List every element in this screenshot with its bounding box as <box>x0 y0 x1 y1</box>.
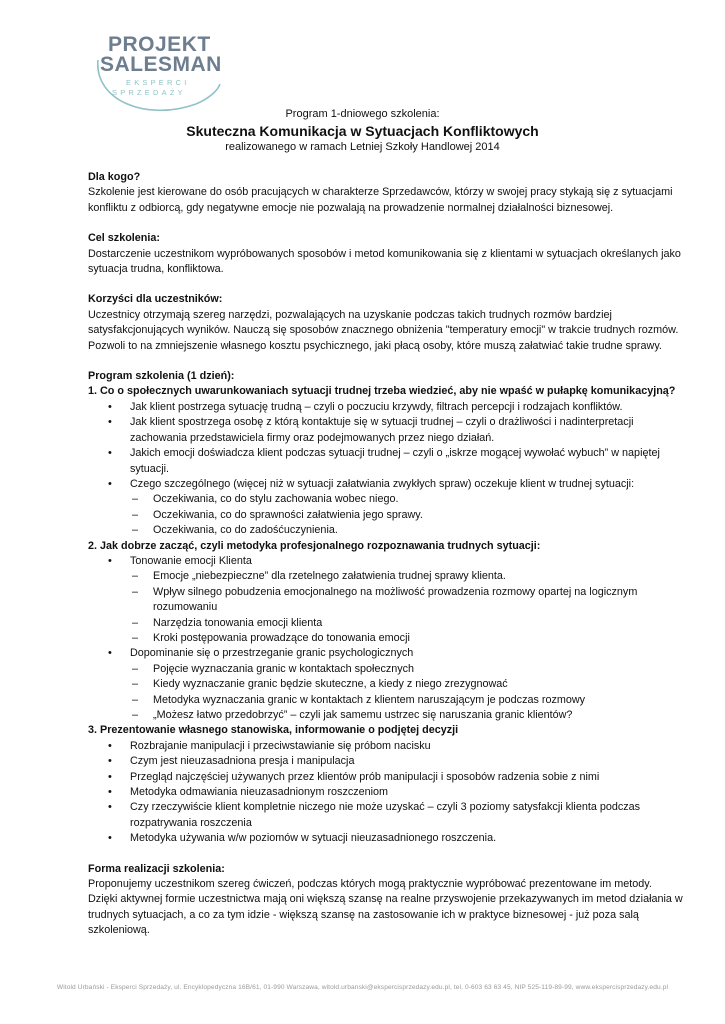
section-dla-kogo <box>88 170 683 216</box>
page-footer: Witold Urbański - Eksperci Sprzedaży, ul. Encyklopedyczna 16B/61, 01-990 Warszawa, witold.urbanski@ekspercisprzedazy.edu.pl, tel. 0-603 63 63 45, NIP 525-119-89-99, www.ekspercisprzedazy.edu.pl <box>56 984 669 991</box>
section-heading: Korzyści dla uczestników: <box>88 293 223 306</box>
sub-list-item: – Kroki postępowania prowadzące do tonowania emocji <box>88 631 683 646</box>
sub-list-item: – Oczekiwania, co do sprawności załatwienia jego sprawy. <box>88 508 683 523</box>
section-korzysci <box>88 292 683 354</box>
list-item: • Przegląd najczęściej używanych przez klientów prób manipulacji i sposobów radzenia sobie z nimi <box>88 770 683 785</box>
sub-list-item: – Narzędzia tonowania emocji klienta <box>88 616 683 631</box>
section-cel <box>88 231 683 277</box>
section-heading: Program szkolenia (1 dzień): <box>88 370 235 383</box>
list-item: • Metodyka używania w/w poziomów w sytuacji nieuzasadnionego roszczenia. <box>88 831 683 846</box>
section-program <box>88 369 683 847</box>
section-text: Dostarczenie uczestnikom wypróbowanych sposobów i metod komunikowania się z klientami w sytuacjach określanych jako sytuacja trudna, konfliktowa. <box>88 247 681 276</box>
program-part-1-title: 1. Co o społecznych uwarunkowaniach sytuacji trudnej trzeba wiedzieć, aby nie wpaść w pułapkę komunikacyjną? <box>88 385 676 398</box>
list-item: • Tonowanie emocji Klienta <box>88 554 683 569</box>
logo-line-3: EKSPERCI <box>126 78 190 87</box>
sub-list-item: – „Możesz łatwo przedobrzyć” – czyli jak samemu ustrzec się naruszania granic klientów? <box>88 708 683 723</box>
section-heading: Forma realizacji szkolenia: <box>88 862 225 875</box>
section-text: Uczestnicy otrzymają szereg narzędzi, pozwalających na uzyskanie podczas takich trudnych rozmów bardziej satysfakcjonujących wyników. Nauczą się sposobów znacznego obniżenia "temperatury emocji" w trakcie trudnych rozmów. Pozwoli to na zmniejszenie własnego kosztu psychicznego, jaki płacą osoby, które muszą załatwiać takie trudne sprawy. <box>88 308 679 352</box>
list-item: • Dopominanie się o przestrzeganie granic psychologicznych <box>88 646 683 661</box>
section-heading: Cel szkolenia: <box>88 232 161 245</box>
logo-line-4: SPRZEDAŻY <box>112 88 186 97</box>
sub-list-item: – Oczekiwania, co do zadośćuczynienia. <box>88 523 683 538</box>
document-body <box>88 170 683 939</box>
logo-line-1: PROJEKT <box>108 33 211 56</box>
sub-list-item: – Kiedy wyznaczanie granic będzie skuteczne, a kiedy z niego zrezygnować <box>88 677 683 692</box>
program-part-2-title: 2. Jak dobrze zacząć, czyli metodyka profesjonalnego rozpoznawania trudnych sytuacji: <box>88 539 541 552</box>
sub-list-item: – Emocje „niebezpieczne” dla rzetelnego załatwienia trudnej sprawy klienta. <box>88 569 683 584</box>
program-part-3-list <box>88 739 683 847</box>
program-subtitle: Program 1-dniowego szkolenia: <box>285 108 440 120</box>
section-heading: Dla kogo? <box>88 171 141 183</box>
list-item: • Jak klient postrzega sytuację trudną – czyli o poczuciu krzywdy, filtrach percepcji i rodzajach konfliktów. <box>88 400 683 415</box>
logo-line-2: SALESMAN <box>100 53 222 76</box>
list-item: • Jak klient spostrzega osobę z którą kontaktuje się w sytuacji trudnej – czyli o drażliwości i nadinterpretacji zachowania przedstawiciela firmy oraz podejmowanych przez niego działań. <box>88 415 683 446</box>
list-item: • Jakich emocji doświadcza klient podczas sytuacji trudnej – czyli o „iskrze mogącej wywołać wybuch” w napiętej sytuacji. <box>88 446 683 477</box>
section-text: Proponujemy uczestnikom szereg ćwiczeń, podczas których mogą praktycznie wypróbować prezentowane im metody. Dzięki aktywnej formie uczestnictwa mają oni większą szansę na realne przyswojenie przekazywanych im metod działania w trudnych sytuacjach, a co za tym idzie - większą szansę na zastosowanie ich w praktyce biznesowej - już poza salą szkoleniową. <box>88 878 683 937</box>
list-item: • Czy rzeczywiście klient kompletnie niczego nie może uzyskać – czyli 3 poziomy satysfakcji klienta podczas rozpatrywania roszczenia <box>88 800 683 831</box>
sub-list-item: – Oczekiwania, co do stylu zachowania wobec niego. <box>88 492 683 507</box>
sub-list-item: – Wpływ silnego pobudzenia emocjonalnego na możliwość prowadzenia rozmowy opartej na logicznym rozumowaniu <box>88 585 683 616</box>
list-item: • Czym jest nieuzasadniona presja i manipulacja <box>88 754 683 769</box>
program-part-3-title: 3. Prezentowanie własnego stanowiska, informowanie o podjętej decyzji <box>88 724 459 737</box>
section-text: Szkolenie jest kierowane do osób pracujących w charakterze Sprzedawców, którzy w swojej pracy stykają się z sytuacjami konfliktu z odbiorcą, gdy negatywne emocje nie pozwalają na prowadzenie normalnej działalności biznesowej. <box>88 186 673 214</box>
list-item: • Rozbrajanie manipulacji i przeciwstawianie się próbom nacisku <box>88 739 683 754</box>
program-part-2-list <box>88 554 683 723</box>
list-item: • Czego szczególnego (więcej niż w sytuacji załatwiania zwykłych spraw) oczekuje klient w trudnej sytuacji: <box>88 477 683 492</box>
sub-list-item: – Pojęcie wyznaczania granic w kontaktach społecznych <box>88 662 683 677</box>
list-item: • Metodyka odmawiania nieuzasadnionym roszczeniom <box>88 785 683 800</box>
page-title: Skuteczna Komunikacja w Sytuacjach Konfliktowych <box>186 123 539 139</box>
sub-list-item: – Metodyka wyznaczania granic w kontaktach z klientem naruszającym je podczas rozmowy <box>88 693 683 708</box>
program-context: realizowanego w ramach Letniej Szkoły Handlowej 2014 <box>225 141 500 153</box>
program-part-1-list <box>88 400 683 539</box>
section-forma <box>88 862 683 939</box>
